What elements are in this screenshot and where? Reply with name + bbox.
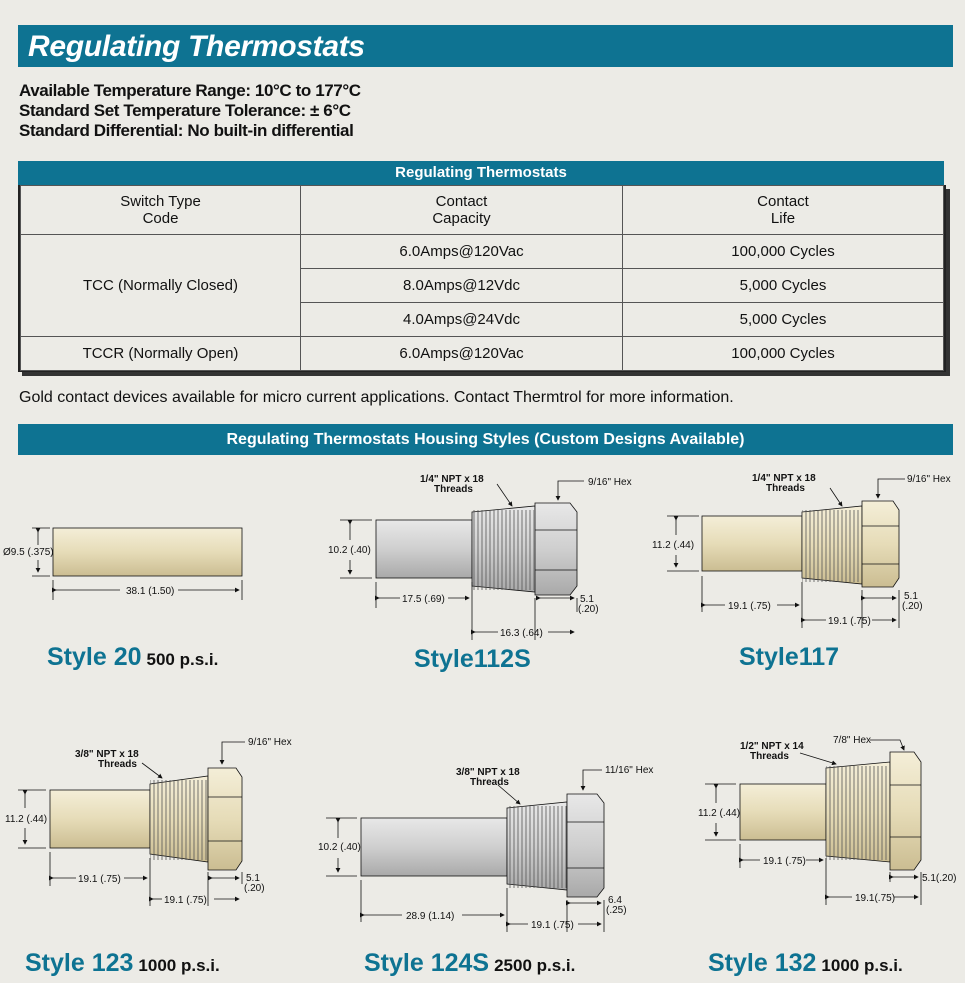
- s124s-l2-label: 19.1 (.75): [531, 920, 574, 931]
- s123-threads-label2: Threads: [98, 759, 137, 770]
- s117-dia-label: 11.2 (.44): [652, 540, 695, 551]
- gold-contact-note: Gold contact devices available for micro current applications. Contact Thermtrol for more information.: [19, 389, 734, 406]
- s123-threads-label: 3/8" NPT x 18: [75, 749, 139, 760]
- s112s-threads-label: 1/4" NPT x 18: [420, 474, 484, 485]
- s112s-l2-label: 16.3 (.64): [500, 628, 543, 639]
- s132-l2-label: 19.1(.75): [855, 893, 896, 904]
- style-124s-title: Style 124S 2500 p.s.i.: [364, 949, 576, 977]
- col-header-capacity: Contact Capacity: [301, 186, 623, 235]
- s132-l3-label: 5.1(.20): [922, 873, 957, 884]
- s117-hex-label: 9/16" Hex: [907, 474, 951, 485]
- s112s-dia-label: 10.2 (.40): [328, 545, 371, 556]
- s20-dia-label: Ø9.5 (.375): [3, 547, 54, 558]
- s20-len-label: 38.1 (1.50): [126, 586, 175, 597]
- s124s-l3-label: 6.4: [608, 895, 622, 906]
- page-title: Regulating Thermostats: [28, 30, 365, 63]
- table-title: Regulating Thermostats: [18, 161, 944, 185]
- contact-table: [18, 185, 946, 372]
- cell-life: 100,000 Cycles: [623, 337, 944, 371]
- style-112s-title: Style112S: [414, 645, 531, 673]
- spec-tolerance: Standard Set Temperature Tolerance: ± 6°C: [19, 101, 351, 120]
- col-header-life: Contact Life: [623, 186, 944, 235]
- style-123-title: Style 123 1000 p.s.i.: [25, 949, 220, 977]
- s112s-hex-label: 9/16" Hex: [588, 477, 632, 488]
- col-header-switch-type: Switch Type Code: [21, 186, 301, 235]
- s117-l3b-label: (.20): [902, 601, 923, 612]
- cell-capacity: 4.0Amps@24Vdc: [301, 303, 623, 337]
- style-112s-diagram: [340, 481, 584, 640]
- style-132-diagram: [705, 740, 921, 905]
- s117-l1-label: 19.1 (.75): [728, 601, 771, 612]
- s124s-l3b-label: (.25): [606, 905, 627, 916]
- cell-life: 100,000 Cycles: [623, 235, 944, 269]
- s123-l1-label: 19.1 (.75): [78, 874, 121, 885]
- s112s-threads-label2: Threads: [434, 484, 473, 495]
- cell-capacity: 6.0Amps@120Vac: [301, 235, 623, 269]
- s112s-l3-label: 5.1: [580, 594, 594, 605]
- style-20-body: [53, 528, 242, 576]
- housing-diagrams: [0, 455, 965, 983]
- spec-temperature-range: Available Temperature Range: 10°C to 177°C: [19, 81, 361, 100]
- style-124s-diagram: [326, 770, 604, 932]
- s132-l1-label: 19.1 (.75): [763, 856, 806, 867]
- style-20-title: Style 20 500 p.s.i.: [47, 643, 219, 671]
- s112s-l3b-label: (.20): [578, 604, 599, 615]
- s132-dia-label: 11.2 (.44): [698, 808, 741, 819]
- s112s-l1-label: 17.5 (.69): [402, 594, 445, 605]
- cell-capacity: 8.0Amps@12Vdc: [301, 269, 623, 303]
- s123-l3b-label: (.20): [244, 883, 265, 894]
- s117-threads-label: 1/4" NPT x 18: [752, 473, 816, 484]
- s132-threads-label: 1/2" NPT x 14: [740, 741, 804, 752]
- s123-hex-label: 9/16" Hex: [248, 737, 292, 748]
- cell-capacity: 6.0Amps@120Vac: [301, 337, 623, 371]
- spec-list: [19, 81, 361, 141]
- s117-l3-label: 5.1: [904, 591, 918, 602]
- style-117-title: Style117: [739, 643, 840, 671]
- s124s-dia-label: 10.2 (.40): [318, 842, 361, 853]
- table-header-row: [21, 186, 944, 235]
- s124s-threads-label2: Threads: [470, 777, 509, 788]
- s117-l2-label: 19.1 (.75): [828, 616, 871, 627]
- s132-threads-label2: Threads: [750, 751, 789, 762]
- s123-l2-label: 19.1 (.75): [164, 895, 207, 906]
- cell-life: 5,000 Cycles: [623, 269, 944, 303]
- cell-life: 5,000 Cycles: [623, 303, 944, 337]
- housing-styles-title: Regulating Thermostats Housing Styles (Custom Designs Available): [18, 424, 953, 455]
- cell-tccr-code: TCCR (Normally Open): [21, 337, 301, 371]
- table-row: [21, 337, 944, 371]
- s132-hex-label: 7/8" Hex: [833, 735, 872, 746]
- s123-dia-label: 11.2 (.44): [5, 814, 48, 825]
- s124s-l1-label: 28.9 (1.14): [406, 911, 455, 922]
- s124s-threads-label: 3/8" NPT x 18: [456, 767, 520, 778]
- style-132-title: Style 132 1000 p.s.i.: [708, 949, 903, 977]
- title-banner: [18, 25, 953, 67]
- style-117-diagram: [667, 479, 905, 628]
- s123-l3-label: 5.1: [246, 873, 260, 884]
- cell-tcc-code: TCC (Normally Closed): [21, 235, 301, 337]
- s117-threads-label2: Threads: [766, 483, 805, 494]
- s124s-hex-label: 11/16" Hex: [605, 765, 654, 776]
- spec-differential: Standard Differential: No built-in differential: [19, 121, 354, 140]
- table-row: [21, 235, 944, 269]
